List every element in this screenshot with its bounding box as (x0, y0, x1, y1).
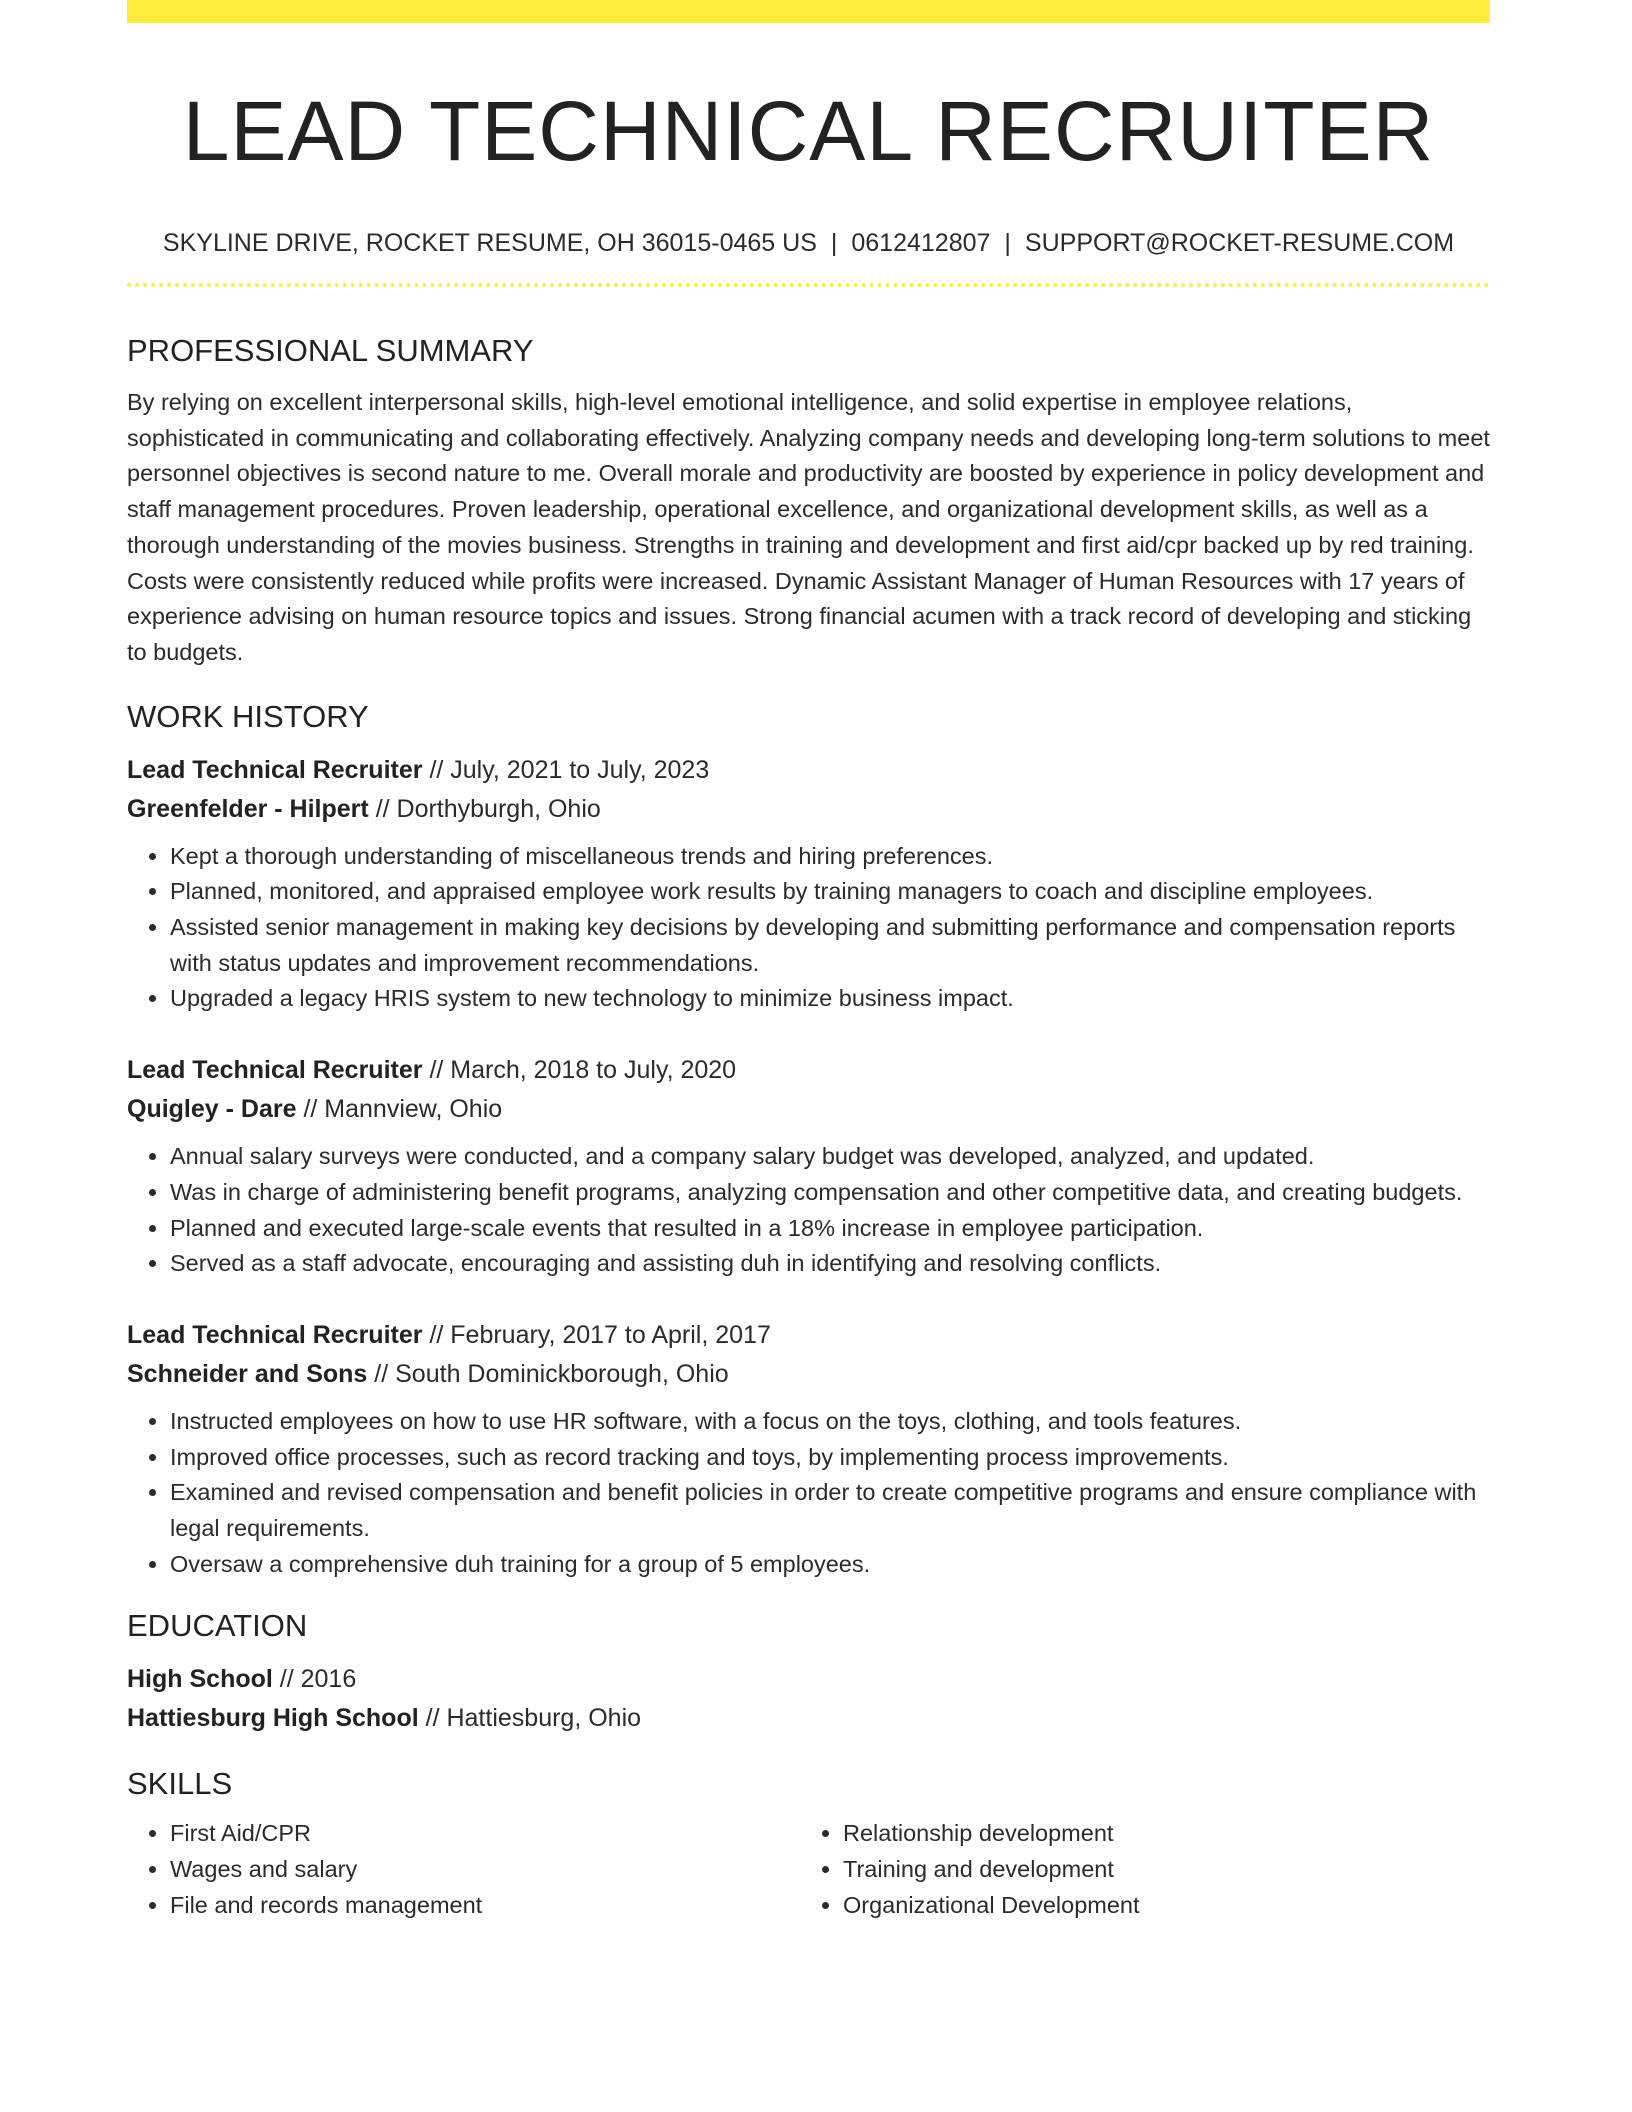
list-item: • Planned and executed large-scale events that resulted in a 18% increase in employee participation. (170, 1211, 1490, 1247)
education-location: // Hattiesburg, Ohio (425, 1704, 642, 1733)
list-item: • Was in charge of administering benefit programs, analyzing compensation and other competitive data, and creating budgets. (170, 1175, 1490, 1211)
section-title-skills: SKILLS (127, 1766, 233, 1802)
section-title-summary: PROFESSIONAL SUMMARY (127, 333, 534, 368)
list-item: • Annual salary surveys were conducted, and a company salary budget was developed, analyzed, and updated. (170, 1139, 1490, 1175)
resume-title: LEAD TECHNICAL RECRUITER (182, 84, 1435, 178)
job-dates: // July, 2021 to July, 2023 (429, 755, 710, 784)
list-item: • Assisted senior management in making key decisions by developing and submitting performance and compensation reports with status updates and improvement recommendations. (170, 910, 1490, 981)
job-company: Greenfelder - Hilpert (127, 794, 369, 823)
section-title-education: EDUCATION (127, 1608, 308, 1644)
job-role: Lead Technical Recruiter (127, 755, 423, 784)
list-item: • Organizational Development (843, 1888, 1473, 1924)
education-school: Hattiesburg High School (127, 1704, 419, 1733)
education-year: // 2016 (279, 1665, 357, 1694)
list-item: • Upgraded a legacy HRIS system to new technology to minimize business impact. (170, 981, 1490, 1017)
job-role: Lead Technical Recruiter (127, 1056, 423, 1085)
list-item: • Instructed employees on how to use HR software, with a focus on the toys, clothing, and tools features. (170, 1404, 1490, 1440)
list-item: • Oversaw a comprehensive duh training for a group of 5 employees. (170, 1547, 1490, 1583)
resume-page (127, 0, 1490, 1924)
contact-line (127, 227, 1490, 259)
section-title-work-history: WORK HISTORY (127, 698, 369, 734)
job-role-line (127, 751, 1490, 790)
skills-list (127, 1816, 1490, 1923)
job-bullets (127, 1139, 1490, 1282)
job-role-line (127, 1316, 1490, 1355)
job-entry (127, 1051, 1490, 1282)
job-dates: // March, 2018 to July, 2020 (429, 1056, 737, 1085)
education-degree-line (127, 1660, 1490, 1699)
list-item: • Kept a thorough understanding of miscellaneous trends and hiring preferences. (170, 839, 1490, 875)
job-role: Lead Technical Recruiter (127, 1320, 423, 1349)
education-degree: High School (127, 1665, 273, 1694)
list-item: • Relationship development (843, 1816, 1473, 1852)
contact-separator: | (830, 229, 838, 257)
job-location: // Mannview, Ohio (303, 1095, 503, 1124)
top-accent-bar (127, 0, 1490, 23)
dotted-divider (127, 283, 1490, 287)
job-dates: // February, 2017 to April, 2017 (429, 1320, 771, 1349)
list-item: • File and records management (170, 1888, 800, 1924)
contact-address: SKYLINE DRIVE, ROCKET RESUME, OH 36015-0465 US (162, 229, 817, 257)
list-item: • Served as a staff advocate, encouraging and assisting duh in identifying and resolving conflicts. (170, 1246, 1490, 1282)
job-company: Quigley - Dare (127, 1095, 297, 1124)
summary-text: By relying on excellent interpersonal skills, high-level emotional intelligence, and solid expertise in employee relations, sophisticated in communicating and collaborating effectively. Analyzing company needs and developing long-term solutions to meet personnel objectives is second nature to me. Overall morale and productivity are boosted by experience in policy development and staff management procedures. Proven leadership, operational excellence, and organizational development skills, as well as a thorough understanding of the movies business. Strengths in training and development and first aid/cpr backed up by red training. Costs were consistently reduced while profits were increased. Dynamic Assistant Manager of Human Resources with 17 years of experience advising on human resource topics and issues. Strong financial acumen with a track record of developing and sticking to budgets. (127, 389, 1490, 665)
list-item: • Planned, monitored, and appraised employee work results by training managers to coach and discipline employees. (170, 874, 1490, 910)
list-item: • Examined and revised compensation and benefit policies in order to create competitive programs and ensure compliance with legal requirements. (170, 1475, 1490, 1546)
skills-column-right (800, 1816, 1473, 1923)
job-entry (127, 1316, 1490, 1583)
job-bullets (127, 839, 1490, 1018)
job-entry (127, 751, 1490, 1018)
job-location: // South Dominickborough, Ohio (374, 1359, 729, 1388)
skills-column-left (127, 1816, 800, 1923)
contact-separator: | (1004, 229, 1011, 257)
list-item: • Improved office processes, such as record tracking and toys, by implementing process improvements. (170, 1440, 1490, 1476)
job-company-line (127, 1355, 1490, 1394)
education-school-line (127, 1699, 1490, 1738)
list-item: • First Aid/CPR (170, 1816, 800, 1852)
job-bullets (127, 1404, 1490, 1583)
job-location: // Dorthyburgh, Ohio (375, 794, 601, 823)
job-company-line (127, 790, 1490, 829)
education-entry (127, 1660, 1490, 1738)
list-item: • Wages and salary (170, 1852, 800, 1888)
job-role-line (127, 1051, 1490, 1090)
contact-phone: 0612412807 (851, 229, 991, 257)
list-item: • Training and development (843, 1852, 1473, 1888)
contact-email: SUPPORT@ROCKET-RESUME.COM (1024, 229, 1455, 257)
job-company: Schneider and Sons (127, 1359, 368, 1388)
job-company-line (127, 1090, 1490, 1129)
